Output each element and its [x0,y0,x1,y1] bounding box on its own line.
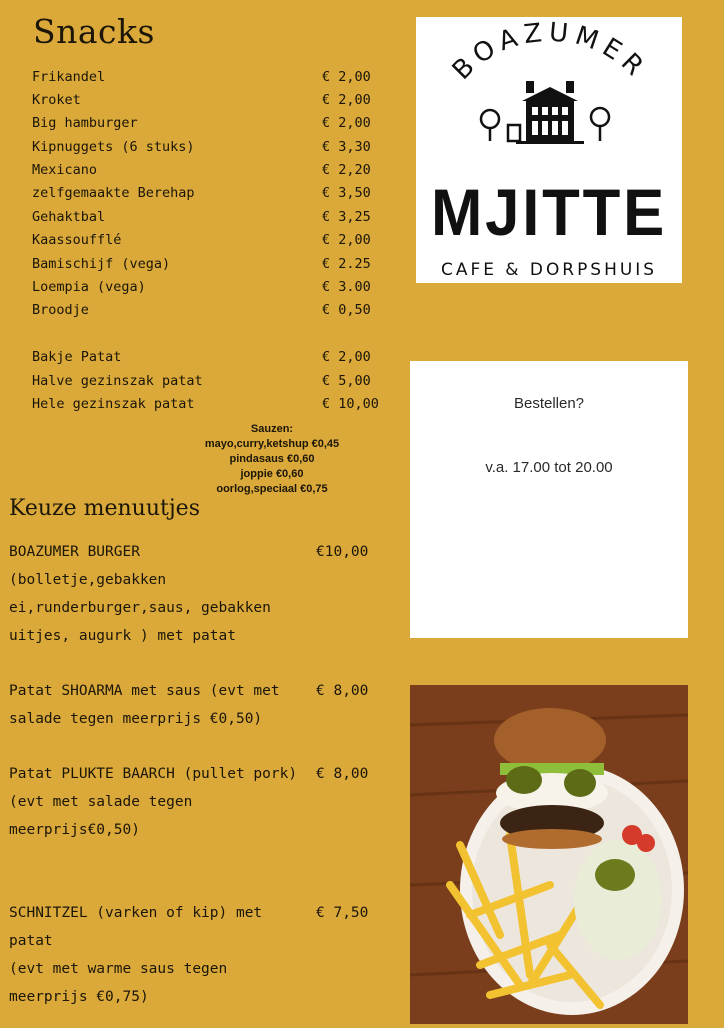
menu-price: €10,00 [316,544,369,560]
item-price: € 3,30 [322,139,371,155]
list-item [32,206,380,228]
item-price: € 3,25 [322,209,371,225]
house-icon [516,81,584,144]
item-name: Frikandel [32,69,106,85]
order-info-panel [410,361,688,638]
list-item [32,66,380,88]
item-name: Broodje [32,302,89,318]
list-item [32,346,380,368]
item-price: € 3.00 [322,279,371,295]
menu-description: BOAZUMER BURGER (bolletje,gebakken ei,runderburger,saus, gebakken uitjes, augurk ) met patat [9,544,271,644]
snacks-title: Snacks [33,12,155,51]
item-name: Bamischijf (vega) [32,256,171,272]
list-item [32,393,380,415]
sauce-line: oorlog,speciaal €0,75 [216,483,328,495]
menu-description: Patat SHOARMA met saus (evt met salade tegen meerprijs €0,50) [9,683,280,727]
menu-price: € 8,00 [316,766,369,782]
logo-arc-text: BOAZUMER [446,17,654,86]
item-price: € 2.25 [322,256,371,272]
logo [416,17,682,283]
item-name: zelfgemaakte Berehap [32,185,195,201]
item-name: Hele gezinszak patat [32,396,195,412]
list-item [32,112,380,134]
sauces-title: Sauzen: [250,423,294,435]
list-item [32,89,380,111]
item-name: Kroket [32,92,81,108]
menus-title: Keuze menuutjes [9,496,200,521]
logo-subtitle: CAFE & DORPSHUIS [441,260,657,280]
list-item [32,370,380,392]
item-price: € 2,00 [322,69,371,85]
item-name: Loempia (vega) [32,279,146,295]
item-price: € 3,50 [322,185,371,201]
menu-price: € 8,00 [316,683,369,699]
logo-graphic [416,17,682,283]
menu-item [9,899,389,1011]
sauce-line: joppie €0,60 [240,468,304,480]
list-item [32,136,380,158]
list-item [32,182,380,204]
logo-name: MJITTE [431,175,667,249]
menu-price: € 7,50 [316,905,369,921]
burger-photo [410,685,688,1024]
item-price: € 2,00 [322,232,371,248]
list-item [32,253,380,275]
order-question: Bestellen? [513,395,585,412]
list-item [32,299,380,321]
list-item [32,159,380,181]
sauces-block [180,422,364,497]
sauce-line: pindasaus €0,60 [229,453,315,465]
menu-description: SCHNITZEL (varken of kip) met patat (evt met warme saus tegen meerprijs €0,75) [9,905,263,1005]
burger-illustration [410,685,688,1024]
sauce-line: mayo,curry,ketshup €0,45 [204,438,340,450]
item-price: € 0,50 [322,302,371,318]
item-price: € 2,20 [322,162,371,178]
menu-item [9,760,389,844]
item-price: € 5,00 [322,373,371,389]
menu-item [9,538,389,650]
menu-item [9,677,389,733]
item-name: Bakje Patat [32,349,122,365]
list-item [32,276,380,298]
item-name: Big hamburger [32,115,138,131]
item-name: Mexicano [32,162,98,178]
menu-description: Patat PLUKTE BAARCH (pullet pork) (evt met salade tegen meerprijs€0,50) [9,766,298,838]
item-price: € 2,00 [322,115,371,131]
item-price: € 2,00 [322,349,371,365]
list-item [32,229,380,251]
order-times: v.a. 17.00 tot 20.00 [485,459,613,476]
item-name: Gehaktbal [32,209,106,225]
item-name: Kaassoufflé [32,232,122,248]
item-price: € 2,00 [322,92,371,108]
item-name: Halve gezinszak patat [32,373,203,389]
item-price: € 10,00 [322,396,379,412]
item-name: Kipnuggets (6 stuks) [32,139,195,155]
